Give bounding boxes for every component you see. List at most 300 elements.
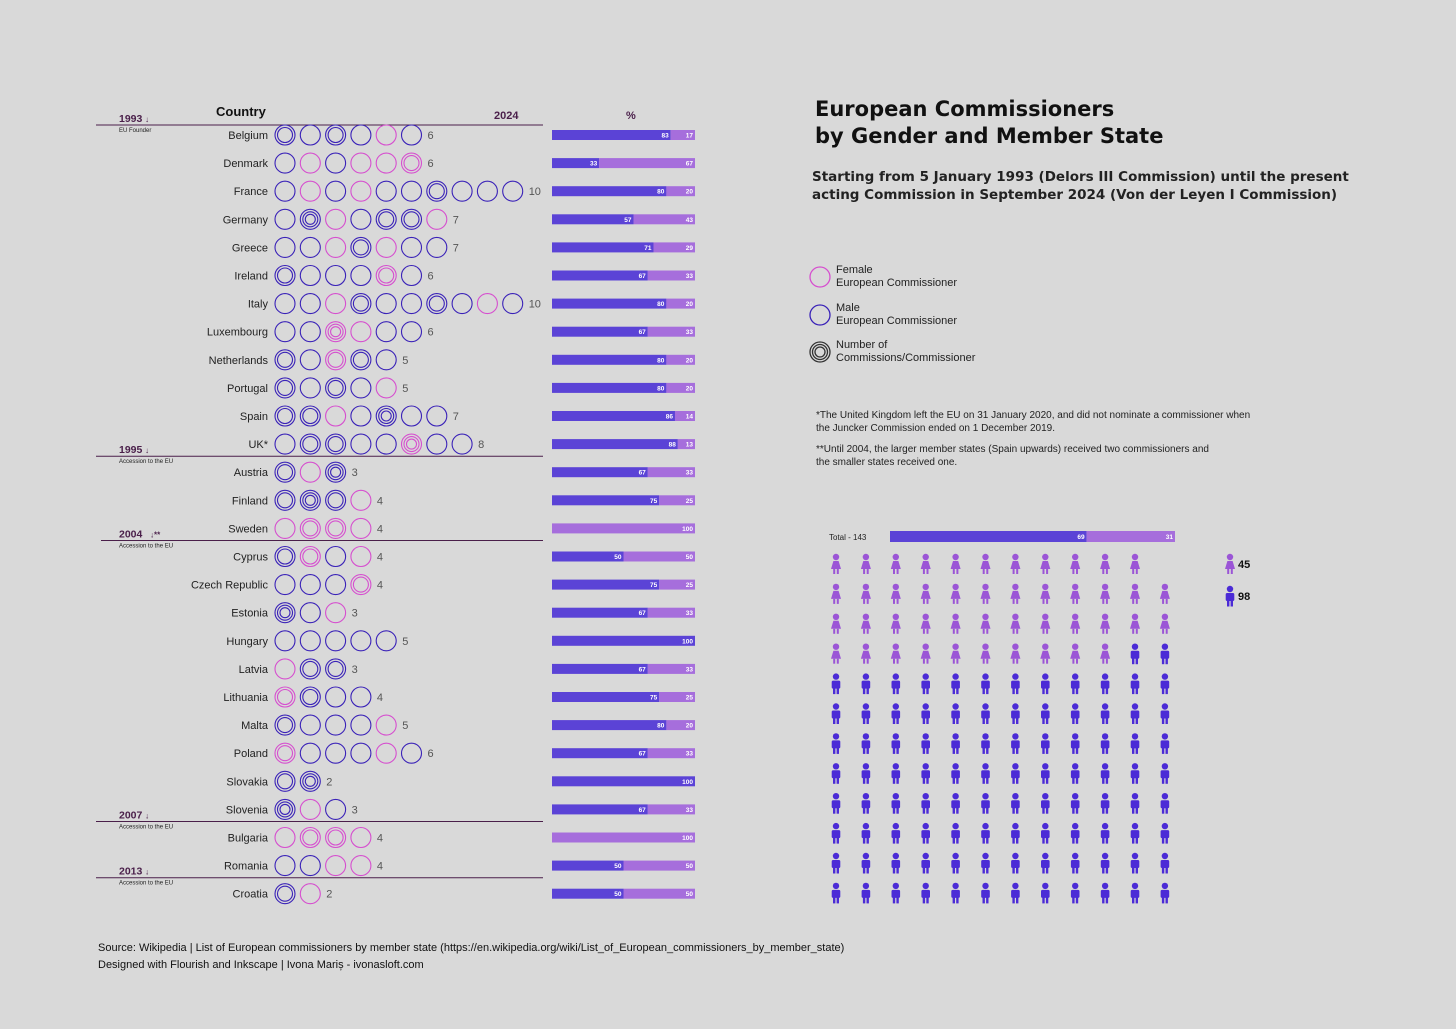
male-percent-bar	[552, 383, 666, 393]
female-person-icon	[981, 584, 991, 604]
male-commissioner-circle	[275, 771, 295, 791]
male-percent-bar	[552, 299, 666, 309]
table-row	[233, 884, 695, 904]
female-person-icon	[921, 554, 931, 574]
male-percent-label: 86	[665, 413, 673, 421]
table-row	[228, 828, 695, 848]
country-name: Netherlands	[208, 354, 268, 367]
male-person-icon	[862, 703, 871, 724]
country-name: Czech Republic	[190, 579, 268, 592]
male-commissioner-circle	[275, 547, 295, 567]
table-row	[223, 153, 695, 173]
female-person-icon	[1040, 584, 1050, 604]
male-person-icon	[1161, 793, 1170, 814]
female-percent-label: 20	[685, 301, 693, 309]
country-name: Romania	[223, 860, 268, 873]
female-person-icon	[1010, 554, 1020, 574]
male-person-icon	[1071, 883, 1080, 904]
commissioner-count: 7	[452, 242, 459, 255]
female-commissioner-circle	[300, 828, 320, 848]
male-commissioner-circle	[275, 462, 295, 482]
male-circle-icon	[808, 303, 834, 329]
female-percent-label: 100	[682, 525, 693, 533]
male-percent-label: 75	[650, 694, 658, 702]
male-person-icon	[921, 853, 930, 874]
male-percent-bar	[552, 439, 678, 449]
male-percent-label: 67	[638, 273, 646, 280]
female-person-icon	[1010, 644, 1020, 664]
male-person-icon	[921, 883, 930, 904]
era-arrow: ↓	[145, 867, 149, 877]
male-commissioner-circle	[351, 294, 371, 314]
female-person-icon	[891, 614, 901, 634]
female-person-icon	[1225, 554, 1235, 574]
legend-commissions-line-1: Number of	[836, 339, 888, 351]
male-person-icon	[981, 793, 990, 814]
male-person-icon	[1131, 644, 1140, 665]
female-percent-label: 20	[685, 188, 693, 196]
female-person-icon	[921, 644, 931, 664]
commissioner-count: 7	[452, 411, 459, 423]
country-name: Italy	[247, 298, 268, 311]
male-commissioner-circle	[275, 490, 295, 510]
male-percent-bar	[552, 186, 666, 196]
female-person-icon	[1070, 614, 1080, 634]
male-commissioner-circle	[326, 153, 346, 173]
commissioner-count: 4	[376, 860, 384, 873]
male-person-icon	[1071, 703, 1080, 724]
male-commissioner-circle	[477, 181, 497, 201]
female-commissioner-circle	[300, 181, 320, 201]
legend-item-female	[808, 263, 1008, 293]
female-commissioner-circle	[326, 856, 346, 876]
male-person-icon	[1041, 673, 1050, 694]
country-name: Luxembourg	[206, 326, 268, 339]
country-name: Finland	[231, 495, 268, 508]
male-person-icon	[951, 763, 960, 784]
chart-subtitle-line-1: Starting from 5 January 1993 (Delors III Commission) until the present	[812, 169, 1349, 185]
table-row	[234, 743, 695, 763]
female-commissioner-circle	[300, 462, 320, 482]
male-commissioner-circle	[376, 631, 396, 651]
female-person-icon	[951, 614, 961, 634]
male-person-icon	[1131, 703, 1140, 724]
country-name: Portugal	[227, 382, 268, 395]
male-person-icon	[1041, 823, 1050, 844]
male-commissioner-circle	[351, 631, 371, 651]
male-percent-label: 75	[650, 582, 658, 590]
male-person-icon	[1131, 673, 1140, 694]
male-person-icon	[1226, 586, 1235, 607]
male-person-icon	[862, 673, 871, 694]
male-commissioner-circle	[275, 153, 295, 173]
male-person-icon	[1131, 733, 1140, 754]
male-percent-bar	[552, 692, 659, 702]
female-person-icon	[921, 584, 931, 604]
male-percent-label: 67	[638, 329, 646, 337]
country-name: Lithuania	[223, 692, 268, 704]
female-person-icon	[1100, 554, 1110, 574]
female-commissioner-circle	[300, 153, 320, 173]
male-commissioner-circle	[326, 799, 346, 819]
female-percent-label: 33	[685, 273, 693, 280]
legend-commissions-line-2: Commissions/Commissioner	[836, 352, 976, 364]
male-commissioner-circle	[351, 378, 371, 398]
female-commissioner-circle	[275, 518, 295, 538]
male-person-icon	[862, 793, 871, 814]
female-person-icon	[921, 614, 931, 634]
female-person-icon	[891, 644, 901, 664]
male-percent-label: 67	[638, 666, 646, 674]
female-commissioner-circle	[326, 828, 346, 848]
commissioner-count: 2	[326, 888, 333, 901]
female-percent-label: 20	[685, 385, 693, 393]
male-percent-label: 75	[650, 497, 658, 505]
female-commissioner-circle	[427, 209, 447, 229]
male-percent-label: 83	[661, 132, 669, 140]
male-percent-bar	[552, 130, 671, 140]
female-person-icon	[1070, 554, 1080, 574]
commissioner-count: 4	[376, 495, 384, 508]
male-commissioner-circle	[351, 406, 371, 426]
male-commissioner-circle	[300, 350, 320, 370]
male-person-icon	[1161, 733, 1170, 754]
male-person-icon	[832, 763, 841, 784]
female-person-icon	[1010, 614, 1020, 634]
female-commissioner-circle	[376, 743, 396, 763]
male-commissioner-circle	[275, 294, 295, 314]
table-row	[232, 237, 695, 257]
female-person-icon	[1100, 584, 1110, 604]
male-person-icon	[1011, 703, 1020, 724]
male-person-icon	[1131, 793, 1140, 814]
male-person-icon	[1011, 733, 1020, 754]
female-commissioner-circle	[275, 659, 295, 679]
male-person-icon	[981, 823, 990, 844]
male-person-icon	[862, 853, 871, 874]
male-percent-bar	[552, 355, 666, 365]
note-2004	[816, 443, 1336, 469]
male-percent-bar	[552, 748, 648, 758]
table-row	[248, 434, 695, 454]
male-commissioner-circle	[275, 350, 295, 370]
male-percent-label: 67	[638, 806, 646, 814]
male-commissioner-circle	[503, 294, 523, 314]
male-commissioner-circle	[275, 266, 295, 286]
male-commissioner-circle	[326, 490, 346, 510]
note-2004-line-2: the smaller states received one.	[816, 457, 958, 468]
male-percent-label: 67	[638, 469, 646, 477]
male-percent-bar	[552, 861, 624, 871]
commissioner-count: 6	[427, 748, 434, 761]
male-person-icon	[892, 733, 901, 754]
male-commissioner-circle	[326, 378, 346, 398]
table-row	[226, 799, 695, 819]
era-arrow: ↓	[145, 115, 149, 124]
male-person-icon	[1161, 644, 1170, 665]
male-commissioner-circle	[351, 266, 371, 286]
male-person-icon	[921, 823, 930, 844]
total-female-bar	[1087, 531, 1175, 542]
male-person-icon	[1131, 763, 1140, 784]
male-percent-label: 80	[657, 301, 665, 309]
male-commissioner-circle	[275, 575, 295, 595]
table-row	[233, 547, 695, 567]
male-person-icon	[832, 793, 841, 814]
male-person-icon	[832, 883, 841, 904]
male-commissioner-circle	[452, 434, 472, 454]
female-person-icon	[1160, 584, 1170, 604]
male-commissioner-circle	[326, 547, 346, 567]
table-row	[191, 575, 695, 595]
female-commissioner-circle	[376, 125, 396, 145]
male-percent-bar	[552, 495, 659, 505]
male-person-icon	[892, 853, 901, 874]
male-commissioner-circle	[351, 434, 371, 454]
male-commissioner-circle	[351, 209, 371, 229]
male-commissioner-circle	[300, 209, 320, 229]
male-count: 98	[1238, 591, 1251, 603]
male-person-icon	[1101, 853, 1110, 874]
male-percent-label: 100	[682, 638, 693, 646]
male-commissioner-circle	[402, 743, 422, 763]
male-person-icon	[951, 883, 960, 904]
female-commissioner-circle	[326, 209, 346, 229]
male-commissioner-circle	[326, 575, 346, 595]
male-person-icon	[1041, 883, 1050, 904]
total-pictogram-chart	[820, 525, 1260, 915]
male-commissioner-circle	[275, 209, 295, 229]
commissioner-count: 4	[376, 523, 384, 536]
era-label: Accession to the EU	[119, 824, 174, 831]
female-commissioner-circle	[477, 294, 497, 314]
table-row	[234, 266, 695, 286]
chart-title-line-1: European Commissioners	[815, 97, 1115, 121]
male-person-icon	[892, 673, 901, 694]
female-percent-label: 33	[685, 806, 693, 814]
country-name: France	[233, 186, 268, 199]
female-percent-label: 25	[685, 694, 693, 702]
female-person-icon	[981, 554, 991, 574]
male-percent-bar	[552, 327, 648, 337]
male-commissioner-circle	[427, 294, 447, 314]
footer-credit: Designed with Flourish and Inkscape | Ivona Mariș - ivonasloft.com	[98, 959, 424, 971]
legend-male-line-2: European Commissioner	[836, 315, 958, 327]
male-person-icon	[921, 673, 930, 694]
header-percent: %	[626, 110, 636, 122]
male-commissioner-circle	[300, 237, 320, 257]
table-row	[240, 406, 695, 426]
commissioner-count: 10	[528, 186, 541, 199]
female-percent-label: 50	[685, 554, 693, 561]
male-commissioner-circle	[275, 237, 295, 257]
male-commissioner-circle	[326, 434, 346, 454]
male-commissioner-circle	[300, 490, 320, 510]
female-percent-label: 13	[685, 441, 693, 449]
commissioner-count: 5	[402, 354, 409, 367]
female-person-icon	[861, 554, 871, 574]
male-percent-label: 80	[657, 188, 665, 196]
male-commissioner-circle	[402, 181, 422, 201]
country-name: Poland	[233, 748, 268, 761]
female-person-icon	[981, 644, 991, 664]
total-female-percent: 31	[1165, 534, 1173, 541]
female-person-icon	[1100, 614, 1110, 634]
male-person-icon	[1131, 823, 1140, 844]
female-percent-label: 17	[685, 132, 693, 140]
commissioner-count: 6	[427, 130, 434, 142]
female-commissioner-circle	[326, 350, 346, 370]
female-count: 45	[1238, 559, 1251, 571]
table-row	[226, 631, 695, 651]
male-commissioner-circle	[275, 884, 295, 904]
male-commissioner-circle	[402, 125, 422, 145]
male-percent-bar	[552, 242, 654, 252]
male-commissioner-circle	[376, 350, 396, 370]
country-name: Germany	[222, 214, 268, 227]
female-person-icon	[1070, 644, 1080, 664]
male-person-icon	[1071, 763, 1080, 784]
female-percent-bar	[552, 523, 695, 533]
male-person-icon	[1071, 673, 1080, 694]
male-person-icon	[981, 883, 990, 904]
female-percent-label: 20	[685, 722, 693, 730]
male-percent-bar	[552, 636, 695, 646]
female-commissioner-circle	[300, 518, 320, 538]
female-person-icon	[1010, 584, 1020, 604]
female-person-icon	[891, 554, 901, 574]
country-name: Hungary	[226, 635, 268, 648]
male-percent-label: 67	[638, 750, 646, 758]
table-row	[239, 659, 695, 679]
female-commissioner-circle	[351, 856, 371, 876]
female-percent-label: 25	[685, 582, 693, 590]
country-name: Bulgaria	[227, 832, 268, 845]
female-percent-bar	[624, 861, 696, 871]
female-commissioner-circle	[300, 884, 320, 904]
female-commissioner-circle	[376, 266, 396, 286]
commissioner-count: 2	[326, 776, 333, 789]
table-row	[223, 209, 695, 229]
female-percent-bar	[552, 833, 695, 843]
male-person-icon	[1101, 823, 1110, 844]
male-percent-bar	[552, 804, 648, 814]
male-percent-label: 50	[614, 891, 622, 899]
male-commissioner-circle	[300, 743, 320, 763]
male-person-icon	[1101, 793, 1110, 814]
era-year: 1993	[119, 113, 143, 125]
male-commissioner-circle	[376, 294, 396, 314]
male-person-icon	[951, 673, 960, 694]
female-person-icon	[1040, 554, 1050, 574]
era-label: EU Founder	[119, 128, 152, 134]
male-commissioner-circle	[376, 209, 396, 229]
table-row	[241, 715, 695, 735]
female-person-icon	[891, 584, 901, 604]
male-person-icon	[1041, 703, 1050, 724]
chart-subtitle-line-2: acting Commission in September 2024 (Von der Leyen I Commission)	[812, 187, 1338, 203]
note-uk-line-1: *The United Kingdom left the EU on 31 January 2020, and did not nominate a commissioner when	[816, 410, 1251, 421]
female-person-icon	[861, 584, 871, 604]
male-person-icon	[1041, 793, 1050, 814]
male-commissioner-circle	[326, 125, 346, 145]
male-percent-label: 67	[638, 610, 646, 618]
commissioner-count: 4	[376, 692, 384, 704]
male-person-icon	[1101, 883, 1110, 904]
female-commissioner-circle	[351, 828, 371, 848]
female-commissioner-circle	[402, 434, 422, 454]
legend-male-line-1: Male	[836, 302, 860, 314]
male-commissioner-circle	[300, 856, 320, 876]
commissioner-count: 3	[351, 607, 358, 620]
chart-title	[815, 96, 1163, 150]
female-percent-label: 67	[685, 160, 693, 168]
male-person-icon	[862, 823, 871, 844]
male-commissioner-circle	[376, 434, 396, 454]
male-percent-bar	[552, 776, 695, 786]
female-commissioner-circle	[275, 828, 295, 848]
female-percent-label: 29	[685, 244, 693, 252]
male-commissioner-circle	[427, 406, 447, 426]
total-label: Total - 143	[829, 533, 867, 542]
note-uk	[816, 409, 1336, 435]
commissioner-count: 4	[376, 832, 384, 845]
female-commissioner-circle	[300, 547, 320, 567]
male-commissioner-circle	[300, 715, 320, 735]
table-row	[227, 378, 695, 398]
male-person-icon	[862, 763, 871, 784]
male-person-icon	[832, 673, 841, 694]
male-person-icon	[1131, 853, 1140, 874]
country-name: Belgium	[228, 130, 268, 142]
female-percent-label: 100	[682, 835, 693, 842]
male-commissioner-circle	[351, 715, 371, 735]
female-percent-label: 33	[685, 469, 693, 477]
table-row	[228, 125, 695, 145]
male-person-icon	[1161, 883, 1170, 904]
male-person-icon	[1101, 703, 1110, 724]
female-percent-label: 25	[685, 497, 693, 505]
male-commissioner-circle	[300, 406, 320, 426]
male-commissioner-circle	[402, 406, 422, 426]
total-male-bar	[890, 531, 1087, 542]
concentric-circles-icon	[808, 340, 834, 366]
male-person-icon	[1161, 853, 1170, 874]
female-commissioner-circle	[351, 322, 371, 342]
male-percent-label: 57	[624, 216, 632, 224]
male-commissioner-circle	[275, 603, 295, 623]
female-person-icon	[951, 584, 961, 604]
legend-female-line-1: Female	[836, 264, 873, 276]
country-name: Denmark	[223, 158, 268, 171]
era-year: 2004	[119, 528, 143, 541]
legend-female-line-2: European Commissioner	[836, 277, 958, 289]
male-person-icon	[921, 793, 930, 814]
country-name: Slovenia	[225, 804, 268, 817]
table-row	[248, 294, 695, 314]
male-person-icon	[832, 703, 841, 724]
era-year: 1995	[119, 444, 143, 457]
female-person-icon	[981, 614, 991, 634]
chart-subtitle	[812, 168, 1349, 204]
female-percent-label: 50	[685, 863, 693, 871]
male-person-icon	[862, 733, 871, 754]
male-person-icon	[1131, 883, 1140, 904]
commissioner-count: 6	[427, 158, 434, 171]
table-row	[228, 518, 695, 538]
female-person-icon	[831, 644, 841, 664]
male-commissioner-circle	[351, 125, 371, 145]
